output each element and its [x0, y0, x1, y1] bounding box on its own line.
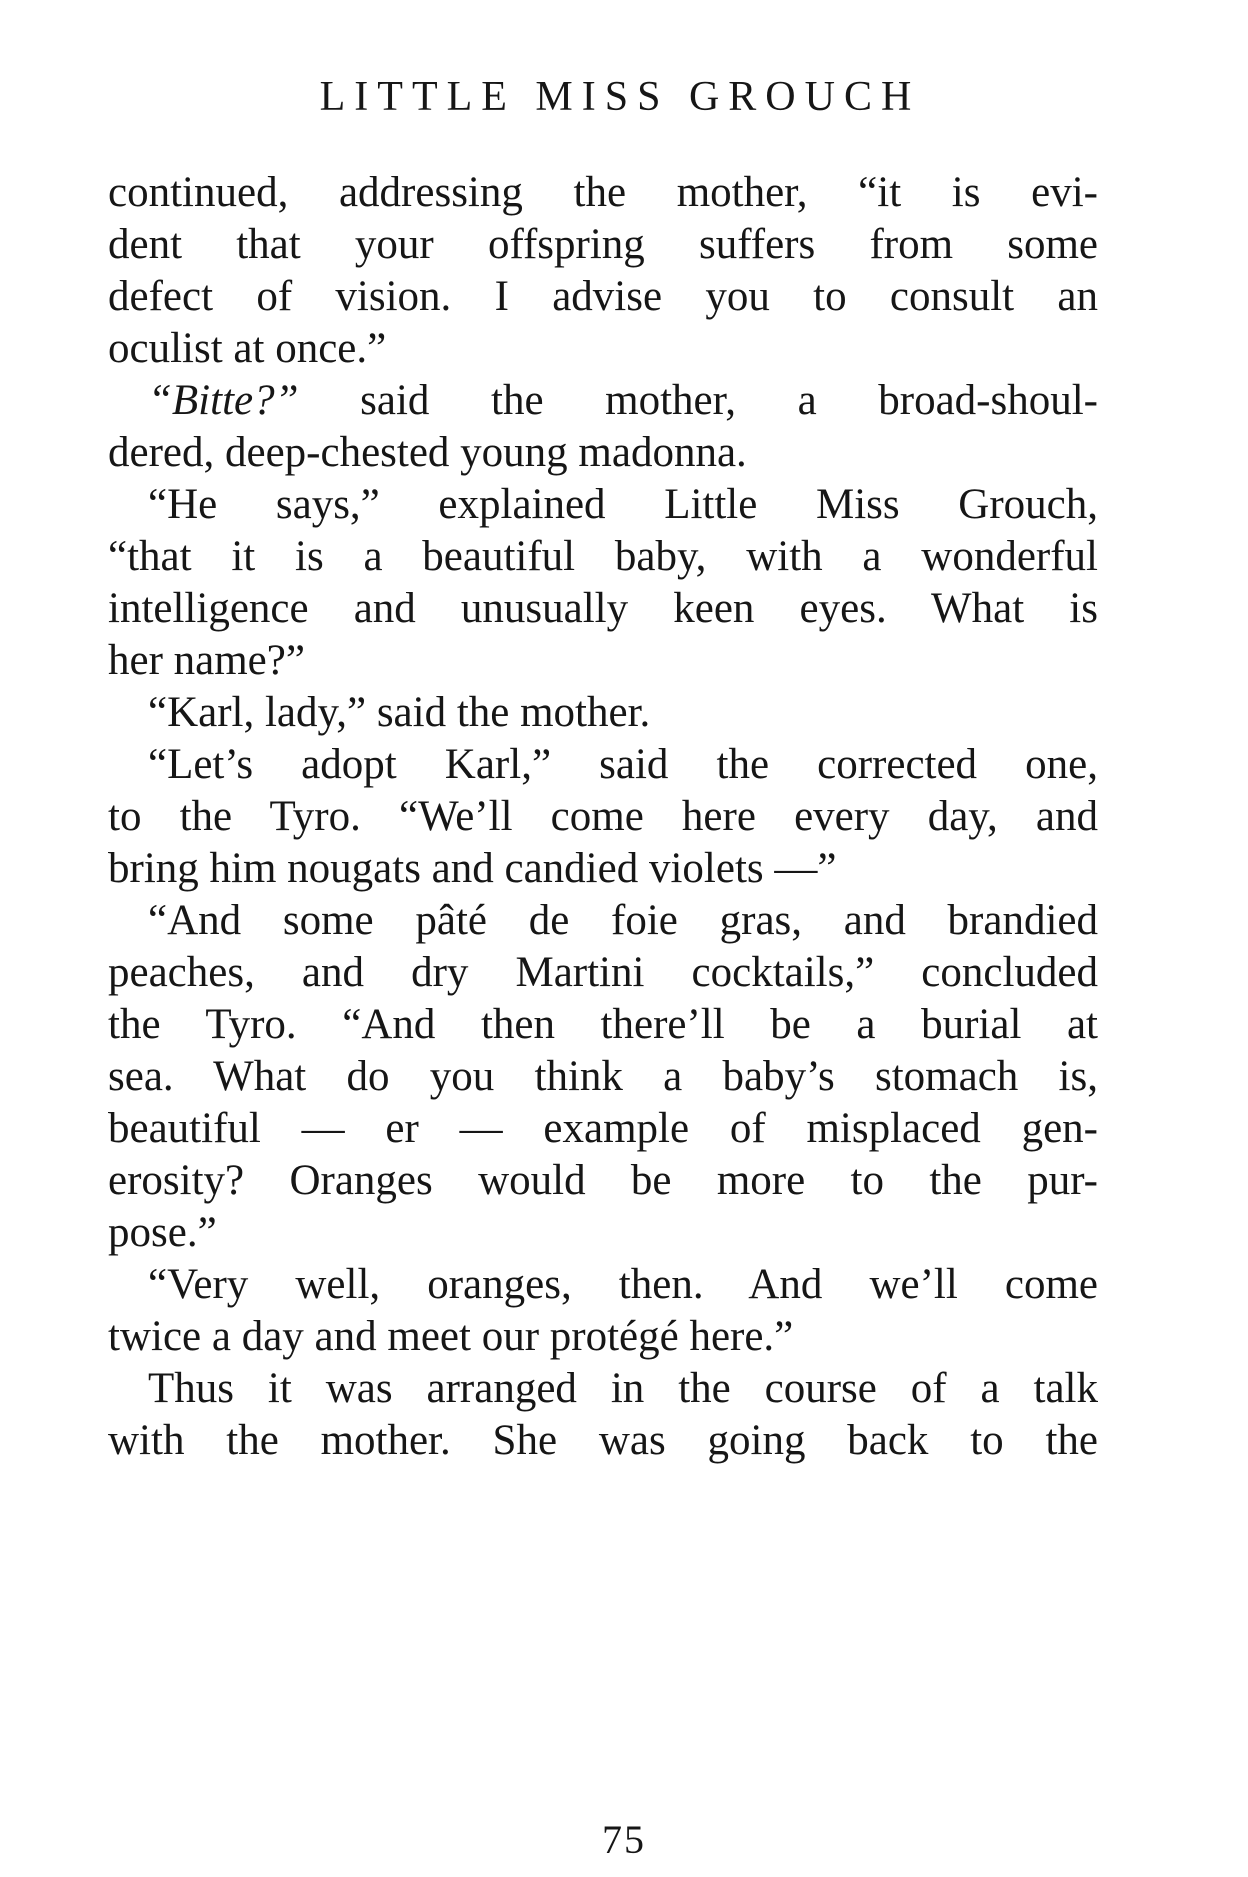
text-line-with-italic: [148, 375, 1098, 427]
text-line: Thus it was arranged in the course of a talk: [148, 1365, 1098, 1412]
text-line: “And some pâté de foie gras, and brandied: [148, 897, 1098, 944]
text-line: “He says,” explained Little Miss Grouch,: [148, 481, 1098, 528]
running-head: LITTLE MISS GROUCH: [319, 74, 921, 120]
italic-word: “Bitte?”: [148, 377, 299, 424]
text-line: oculist at once.”: [108, 325, 387, 372]
text-line: “Let’s adopt Karl,” said the corrected one,: [148, 741, 1098, 788]
text-line: continued, addressing the mother, “it is evi-: [108, 169, 1098, 216]
text-line: sea. What do you think a baby’s stomach is,: [108, 1053, 1098, 1100]
text-line: “Very well, oranges, then. And we’ll come: [148, 1261, 1098, 1308]
page-number: 75: [602, 1817, 646, 1862]
text-line: erosity? Oranges would be more to the pur-: [108, 1157, 1098, 1204]
text-line: beautiful — er — example of misplaced gen-: [108, 1105, 1098, 1152]
text-line: bring him nougats and candied violets —”: [108, 845, 837, 892]
text-line: dered, deep-chested young madonna.: [108, 429, 747, 476]
text-line: peaches, and dry Martini cocktails,” concluded: [108, 949, 1098, 996]
text-line: pose.”: [108, 1209, 217, 1256]
text-line: with the mother. She was going back to the: [108, 1417, 1098, 1464]
text-line: intelligence and unusually keen eyes. What is: [108, 585, 1098, 632]
text-line: her name?”: [108, 637, 305, 684]
text-line: “that it is a beautiful baby, with a wonderful: [108, 533, 1098, 580]
text-line: defect of vision. I advise you to consult an: [108, 273, 1098, 320]
text-line: to the Tyro. “We’ll come here every day, and: [108, 793, 1098, 840]
text-line: “Karl, lady,” said the mother.: [148, 689, 651, 736]
text-span: said the mother, a broad-shoul-: [360, 377, 1099, 424]
text-line: dent that your offspring suffers from some: [108, 221, 1098, 268]
text-line: twice a day and meet our protégé here.”: [108, 1313, 794, 1360]
text-line: the Tyro. “And then there’ll be a burial at: [108, 1001, 1098, 1048]
